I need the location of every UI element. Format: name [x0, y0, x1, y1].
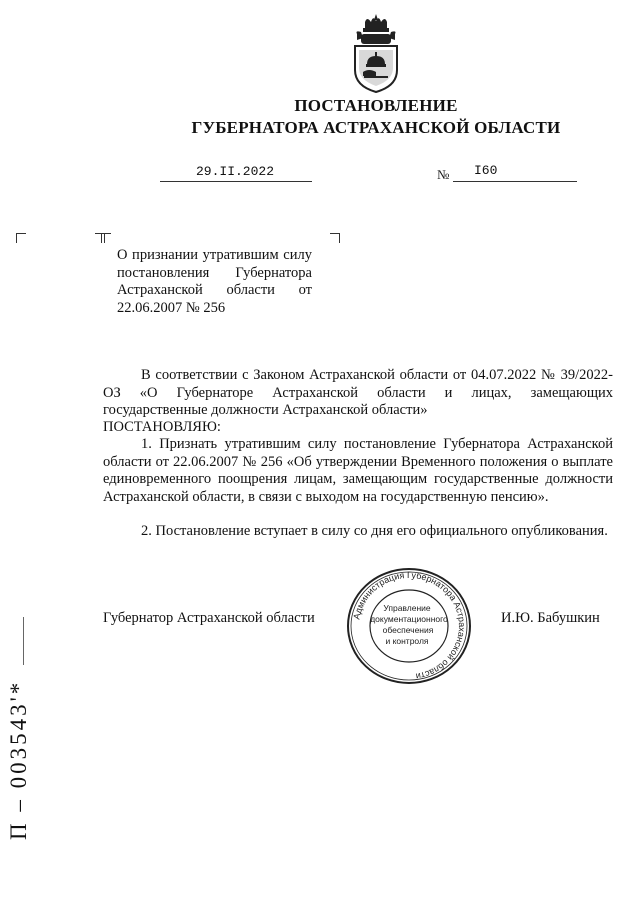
resolution-item-1: 1. Признать утратившим силу постановление Губернатора Астраханской области от 22.06.2007 № 256 «Об утверждении Временного положения о выплате единовременного поощрения лицам, замещающим государственные должности Астраханской области, в связи с выходом на государственную пенсию». — [103, 436, 613, 505]
subject-corner-mark-left-b — [101, 233, 111, 243]
signer-name: И.Ю. Бабушкин — [501, 610, 600, 626]
preamble-paragraph: В соответствии с Законом Астраханской области от 04.07.2022 № 39/2022-ОЗ «О Губернаторе Астраханской области и лицах, замещающих государственные должности Астраханской области» — [103, 367, 613, 418]
stamp-center-line-3: обеспечения — [382, 625, 434, 635]
date-underline — [160, 181, 312, 182]
document-subject: О признании утратившим силу постановления Губернатора Астраханской области от 22.06.2007 № 256 — [117, 247, 312, 316]
document-title: ПОСТАНОВЛЕНИЕ — [294, 96, 458, 115]
coat-of-arms-emblem — [347, 12, 405, 94]
margin-mark — [23, 617, 24, 665]
signer-position: Губернатор Астраханской области — [103, 610, 315, 626]
stamp-center-line-4: и контроля — [385, 636, 429, 646]
stamp-center-line-2: документационного — [370, 614, 448, 624]
stamp-center-line-1: Управление — [383, 603, 431, 613]
side-registration-code: П – 003543'* — [6, 679, 31, 840]
left-corner-mark — [16, 233, 26, 243]
stamp-ring-text: Администрация Губернатора Астраханской области — [351, 569, 468, 682]
document-number: I60 — [474, 163, 498, 178]
resolve-heading: ПОСТАНОВЛЯЮ: — [103, 419, 221, 435]
document-issuer: ГУБЕРНАТОРА АСТРАХАНСКОЙ ОБЛАСТИ — [191, 118, 561, 137]
resolution-item-2: 2. Постановление вступает в силу со дня его официального опубликования. — [141, 523, 608, 539]
number-label: № — [437, 167, 450, 182]
official-stamp — [345, 566, 473, 686]
number-underline — [453, 181, 577, 182]
document-date: 29.II.2022 — [196, 164, 275, 179]
subject-corner-mark-right — [330, 233, 340, 243]
